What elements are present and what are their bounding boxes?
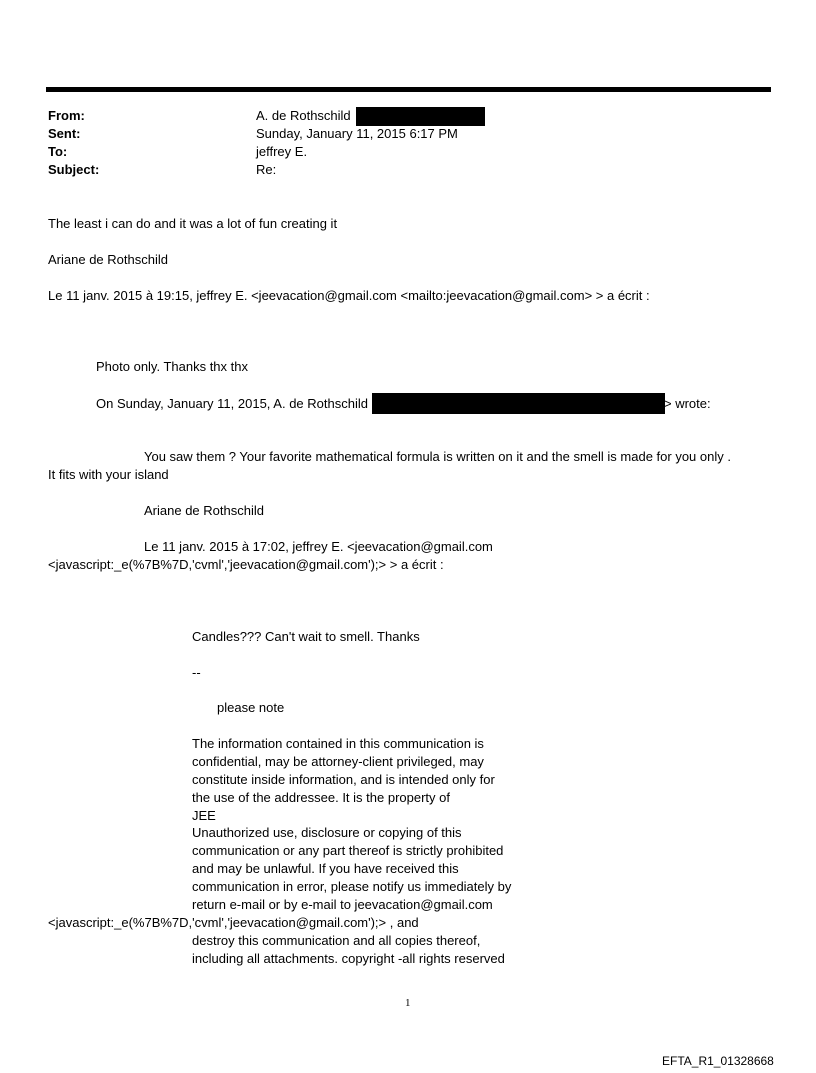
quote-intro: On Sunday, January 11, 2015, A. de Rothschild <box>96 396 368 411</box>
quote-intro: <javascript:_e(%7B%7D,'cvml','jeevacation@gmail.com');> > a écrit : <box>48 557 444 572</box>
subject-value: Re: <box>256 162 277 177</box>
disclaimer-line: <javascript:_e(%7B%7D,'cvml','jeevacation@gmail.com');> , and <box>48 915 419 930</box>
bates-number: EFTA_R1_01328668 <box>662 1054 774 1068</box>
disclaimer-line: JEE <box>192 808 216 823</box>
disclaimer-line: destroy this communication and all copies thereof, <box>192 933 481 948</box>
disclaimer-line: including all attachments. copyright -all rights reserved <box>192 951 505 966</box>
sent-label: Sent: <box>48 126 81 141</box>
disclaimer-line: communication or any part thereof is strictly prohibited <box>192 843 504 858</box>
to-value: jeffrey E. <box>256 144 308 159</box>
signature-separator: -- <box>192 665 201 680</box>
header-rule <box>46 87 771 92</box>
message-text: It fits with your island <box>48 467 169 482</box>
reply-text: Photo only. Thanks thx thx <box>96 359 248 374</box>
body-line: The least i can do and it was a lot of fun creating it <box>48 216 338 231</box>
to-label: To: <box>48 144 68 159</box>
disclaimer-line: confidential, may be attorney-client privileged, may <box>192 754 484 769</box>
disclaimer-line: The information contained in this communication is <box>192 736 484 751</box>
quote-intro-end: > wrote: <box>664 396 711 411</box>
disclaimer-line: and may be unlawful. If you have received this <box>192 861 459 876</box>
quote-intro: Le 11 janv. 2015 à 17:02, jeffrey E. <jeevacation@gmail.com <box>144 539 493 554</box>
disclaimer-line: return e-mail or by e-mail to jeevacation@gmail.com <box>192 897 493 912</box>
signature: Ariane de Rothschild <box>48 252 168 267</box>
message-text: Candles??? Can't wait to smell. Thanks <box>192 629 420 644</box>
please-note: please note <box>217 700 285 715</box>
disclaimer-line: constitute inside information, and is intended only for <box>192 772 495 787</box>
quote-intro: Le 11 janv. 2015 à 19:15, jeffrey E. <jeevacation@gmail.com <mailto:jeevacation@gmail.com> > a écrit : <box>48 288 650 303</box>
disclaimer-line: the use of the addressee. It is the property of <box>192 790 450 805</box>
disclaimer-line: Unauthorized use, disclosure or copying of this <box>192 825 462 840</box>
subject-label: Subject: <box>48 162 100 177</box>
from-label: From: <box>48 108 85 123</box>
redaction-box <box>372 393 665 414</box>
signature: Ariane de Rothschild <box>144 503 264 518</box>
message-text: You saw them ? Your favorite mathematical formula is written on it and the smell is made for you only . <box>144 449 731 464</box>
from-value: A. de Rothschild <box>256 108 351 123</box>
page-number: 1 <box>405 997 411 1009</box>
sent-value: Sunday, January 11, 2015 6:17 PM <box>256 126 458 141</box>
redaction-box <box>356 107 485 126</box>
disclaimer-line: communication in error, please notify us immediately by <box>192 879 512 894</box>
